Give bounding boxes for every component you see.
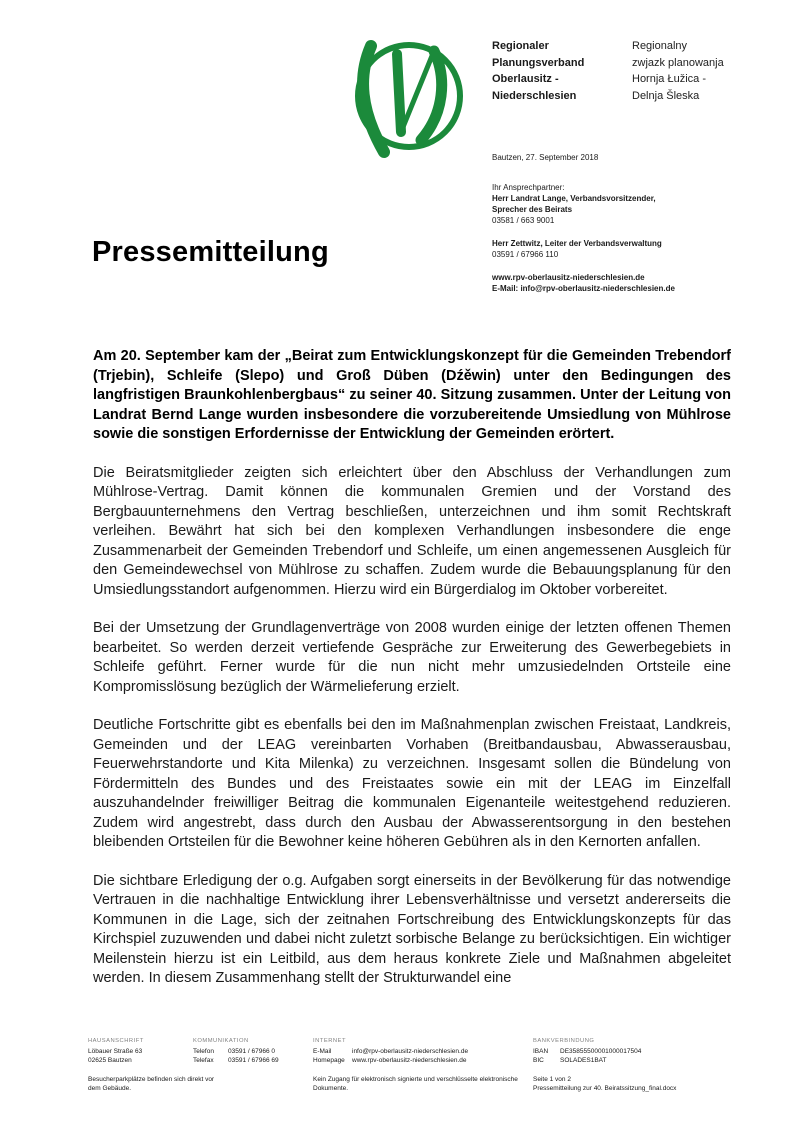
- paragraph-lead: Am 20. September kam der „Beirat zum Entwicklungskonzept für die Gemeinden Trebendorf (Trjebin), Schleife (Slepo) und Groß Düben (Dźěwin) unter den Bedingungen des langfristigen Braunkohlenbergbaus“ zu seiner 40. Sitzung zusammen. Unter der Leitung von Landrat Bernd Lange wurden insbesondere die vorzubereitende Umsiedlung von Mühlrose sowie die sonstigen Erfordernisse der Entwicklung der Gemeinden erörtert.: [93, 348, 731, 442]
- iban-label: IBAN: [533, 1048, 549, 1055]
- org-hsb-line: Regionalny: [632, 40, 688, 52]
- contact-person2-phone: 03591 / 67966 110: [492, 250, 559, 259]
- contact-person1-role: Sprecher des Beirats: [492, 205, 573, 214]
- paragraph: Die Beiratsmitglieder zeigten sich erleichtert über den Abschluss der Verhandlungen zum Mühlrose-Vertrag. Damit können die kommunalen Gremien und der Vorstand des Bergbauunternehmens den Vertrag beschließen, unterzeichnen und ihm somit Rechtskraft verleihen. Bewährt hat sich bei den komplexen Verhandlungen insbesondere die enge Zusammenarbeit der Gemeinden Trebendorf und Schleife, um einen angemessenen Ausgleich für den Gemeindewechsel von Mühlrose zu schaffen. Zudem wurde die Bebauungsplanung für den Umsiedlungsstandort aufgenommen. Hierzu wird ein Bürgerdialog im Oktober vorbereitet.: [93, 464, 731, 598]
- org-name-sorbian: [632, 38, 760, 104]
- footer-internet: [313, 1037, 528, 1093]
- homepage-address: www.rpv-oberlausitz-niederschlesien.de: [352, 1057, 467, 1064]
- contact-intro: Ihr Ansprechpartner:: [492, 183, 565, 192]
- rpv-brush-w-logo: [338, 20, 478, 160]
- telefon-number: 03591 / 67966 0: [228, 1048, 275, 1055]
- footer-street: Löbauer Straße 63: [88, 1048, 143, 1055]
- email-address: info@rpv-oberlausitz-niederschlesien.de: [352, 1048, 469, 1055]
- org-hsb-line: Delnja Šleska: [632, 89, 700, 102]
- paragraph: Bei der Umsetzung der Grundlagenverträge von 2008 wurden einige der letzten offenen Themen bearbeitet. So werden derzeit vertiefende Gespräche zur Erweiterung des Gewerbegebiets in Schleife geführt. Ferner wurde für die nun nicht mehr umzusiedelnden Ortsteile eine Kompromisslösung bezüglich der Wärmelieferung erzielt.: [93, 620, 731, 695]
- footer-kommunikation: [193, 1037, 313, 1065]
- telefon-label: Telefon: [193, 1048, 214, 1055]
- contact-person1-phone: 03581 / 663 9001: [492, 216, 555, 225]
- page-title: Pressemitteilung: [92, 236, 329, 268]
- email-label: E-Mail: [313, 1048, 332, 1055]
- contact-block: [492, 152, 772, 294]
- footer-kommunikation-label: KOMMUNIKATION: [193, 1038, 249, 1044]
- page-number: Seite 1 von 2: [533, 1076, 571, 1083]
- footer-bank-label: BANKVERBINDUNG: [533, 1038, 595, 1044]
- paragraph: Die sichtbare Erledigung der o.g. Aufgaben sorgt einerseits in der Bevölkerung für das notwendige Vertrauen in die nachhaltige Entwicklung ihrer Lebensverhältnisse und versetzt andererseits die Kommunen in die Lage, sich der zeitnahen Fortschreibung des Entwicklungskonzepts für das Kirchspiel zuzuwenden und dabei nicht zuletzt sorbische Belange zu berücksichtigen. Ein wichtiger Meilenstein hierzu ist ein Leitbild, aus dem heraus konkrete Ziele und Maßnahmen abgeleitet werden. In diesem Zusammenhang stellt der Strukturwandel eine: [93, 872, 731, 986]
- bic-value: SOLADES1BAT: [560, 1057, 607, 1064]
- org-de-line: Niederschlesien: [492, 89, 577, 102]
- footer-city: 02625 Bautzen: [88, 1057, 132, 1064]
- dateline: Bautzen, 27. September 2018: [492, 153, 599, 162]
- paragraph: Deutliche Fortschritte gibt es ebenfalls bei den im Maßnahmenplan zwischen Freistaat, Landkreis, Gemeinden und der LEAG vereinbarten Vorhaben (Breitbandausbau, Abwasserausbau, Feuerwehrstandorte und Kita Milenka) zu verzeichnen. Insgesamt sollen die Bündelung von Fördermitteln des Bundes und des Freistaates sowie ein mit der LEAG im Einzelfall auszuhandelnder freiwilliger Beitrag die kommunalen Eigenanteile weitestgehend reduzieren. Zudem wird angestrebt, dass durch den Ausbau der Abwasserentsorgung in den bestehen bleibenden Ortsteilen für die Bewohner keine höheren Gebühren als in den Kernorten anfallen.: [93, 717, 731, 850]
- org-hsb-line: Hornja Łužica -: [632, 73, 706, 85]
- footer-hausanschrift-label: HAUSANSCHRIFT: [88, 1038, 144, 1044]
- homepage-label: Homepage: [313, 1057, 345, 1064]
- contact-person1: Herr Landrat Lange, Verbandsvorsitzender,: [492, 194, 656, 203]
- footer-bank: [533, 1037, 728, 1093]
- org-hsb-line: zwjazk planowanja: [632, 56, 724, 69]
- contact-website: www.rpv-oberlausitz-niederschlesien.de: [492, 273, 645, 282]
- org-de-line: Oberlausitz -: [492, 73, 559, 85]
- footer-parking-note: Besucherparkplätze befinden sich direkt vor dem Gebäude.: [88, 1076, 215, 1092]
- contact-person2: Herr Zettwitz, Leiter der Verbandsverwaltung: [492, 239, 662, 248]
- org-de-line: Regionaler: [492, 40, 549, 52]
- footer-edocument-note: Kein Zugang für elektronisch signierte und verschlüsselte elektronische Dokumente.: [313, 1076, 518, 1092]
- press-release-body: [93, 347, 731, 1035]
- bic-label: BIC: [533, 1057, 544, 1064]
- org-de-line: Planungsverband: [492, 56, 585, 69]
- telefax-number: 03591 / 67966 69: [228, 1057, 279, 1064]
- footer-internet-label: INTERNET: [313, 1038, 346, 1044]
- iban-value: DE35855500001000017504: [560, 1048, 642, 1055]
- org-name-german: [492, 38, 620, 104]
- contact-email: E-Mail: info@rpv-oberlausitz-niederschlesien.de: [492, 284, 675, 293]
- org-name-block: [492, 38, 760, 104]
- telefax-label: Telefax: [193, 1057, 214, 1064]
- document-filename: Pressemitteilung zur 40. Beiratssitzung_final.docx: [533, 1085, 677, 1092]
